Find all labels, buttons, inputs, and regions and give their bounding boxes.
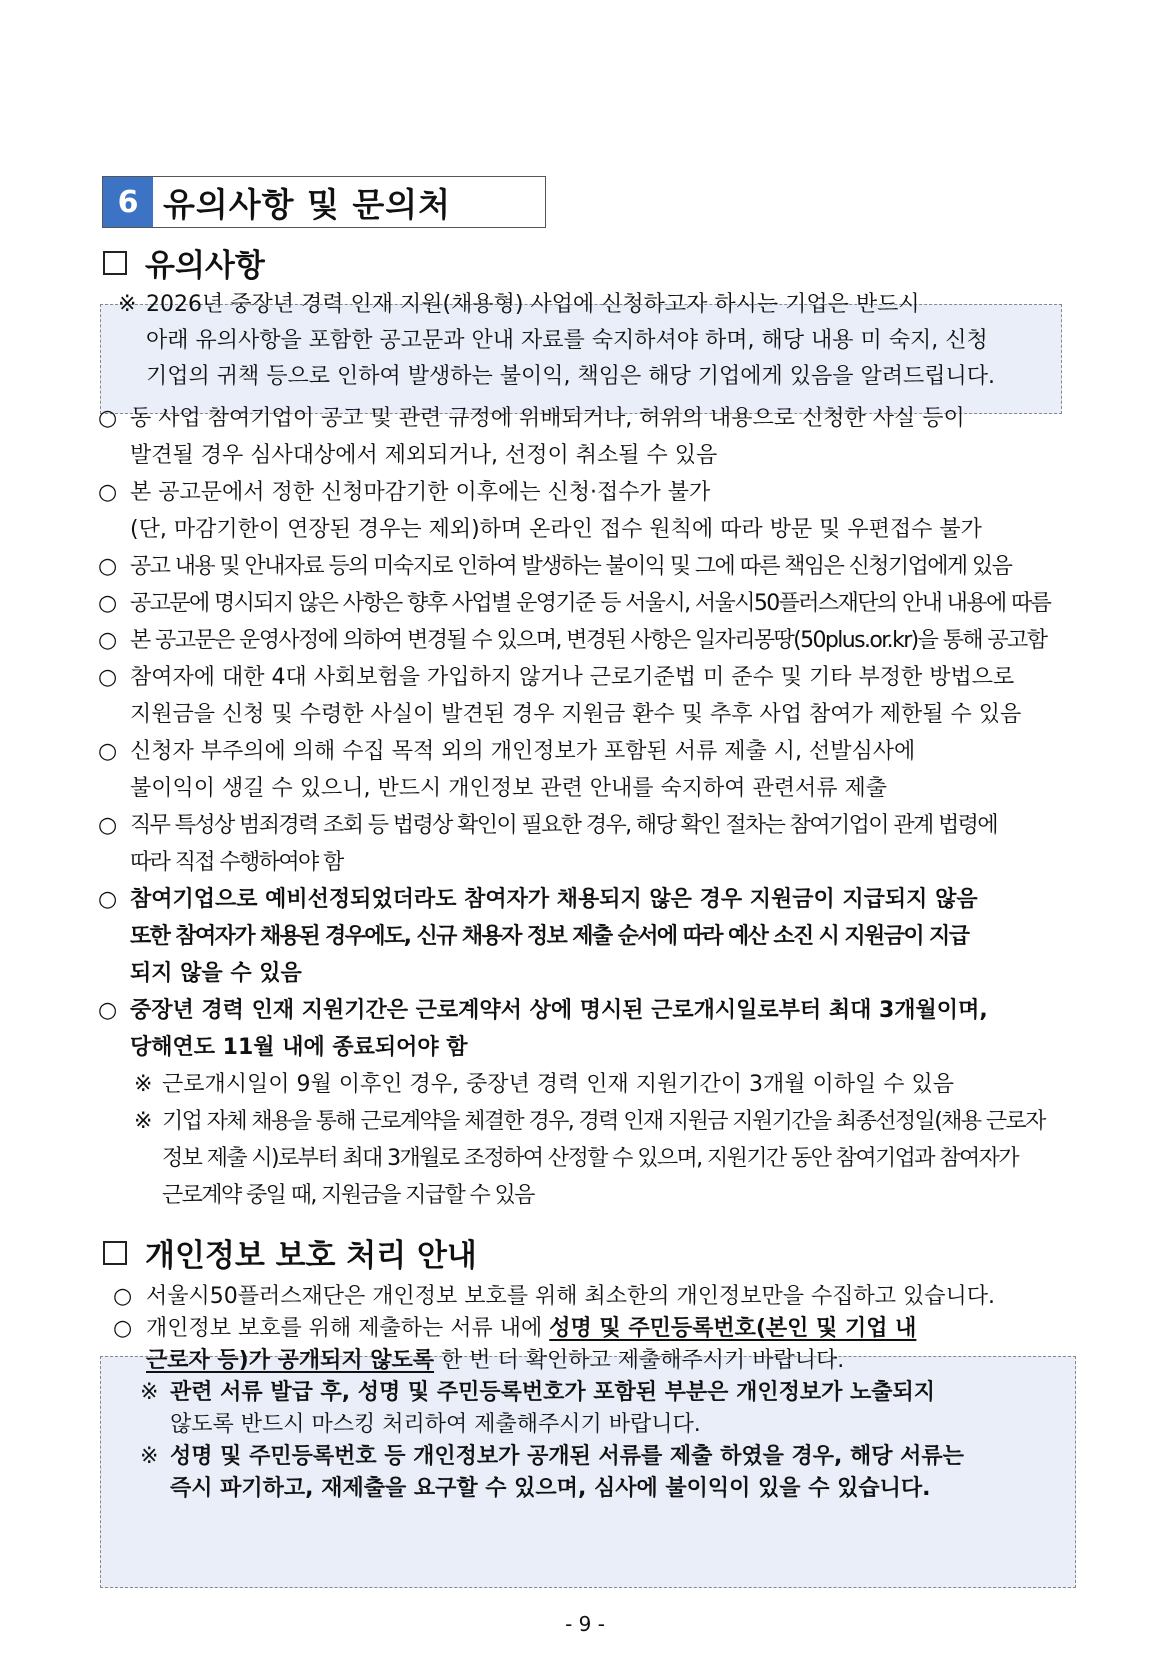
subnote-line: 근로개시일이 9월 이후인 경우, 중장년 경력 인재 지원기간이 3개월 이하일 수 있음 (162, 1072, 954, 1097)
subnote-line: 근로계약 중일 때, 지원금을 지급할 수 있음 (162, 1183, 534, 1208)
section-number: 6 (103, 177, 153, 227)
privacy-emphasis: 근로자 등)가 공개되지 않도록 (146, 1348, 435, 1373)
bullet-icon: ○ (98, 887, 118, 912)
bullet-icon: ○ (98, 406, 118, 431)
privacy-note-symbol: ※ (140, 1444, 159, 1469)
section-title: 유의사항 및 문의처 (163, 184, 452, 224)
bullet-icon: ○ (113, 1284, 133, 1309)
bullet-icon: ○ (113, 1316, 133, 1341)
privacy-line (146, 1348, 844, 1374)
subnote-line: 정보 제출 시)로부터 최대 3개월로 조정하여 산정할 수 있으며, 지원기간 동안 참여기업과 참여자가 (162, 1146, 1018, 1171)
note-item: 따라 직접 수행하여야 함 (130, 850, 343, 875)
note-item: 공고문에 명시되지 않은 사항은 향후 사업별 운영기준 등 서울시, 서울시50플러스재단의 안내 내용에 따름 (130, 591, 1051, 616)
bullet-icon: ○ (98, 554, 118, 579)
notice-box (100, 304, 1062, 414)
bullet-icon: ○ (98, 998, 118, 1023)
note-item: 본 공고문은 운영사정에 의하여 변경될 수 있으며, 변경된 사항은 일자리몽땅(50plus.or.kr)을 통해 공고함 (130, 628, 1047, 653)
note-item: 직무 특성상 범죄경력 조회 등 법령상 확인이 필요한 경우, 해당 확인 절차는 참여기업이 관계 법령에 (130, 813, 997, 838)
page-number: - 9 - (565, 1612, 605, 1636)
note-item: 신청자 부주의에 의해 수집 목적 외의 개인정보가 포함된 서류 제출 시, 선발심사에 (130, 739, 916, 764)
note-item: 지원금을 신청 및 수령한 사실이 발견된 경우 지원금 환수 및 추후 사업 참여가 제한될 수 있음 (130, 702, 1022, 727)
bullet-icon: ○ (98, 813, 118, 838)
subnote-line: 기업 자체 채용을 통해 근로계약을 체결한 경우, 경력 인재 지원금 지원기간을 최종선정일(채용 근로자 (162, 1109, 1045, 1134)
privacy-note-symbol: ※ (140, 1380, 159, 1405)
privacy-emphasis: 성명 및 주민등록번호(본인 및 기업 내 (549, 1316, 917, 1341)
privacy-line: 서울시50플러스재단은 개인정보 보호를 위해 최소한의 개인정보만을 수집하고 있습니다. (146, 1284, 996, 1309)
bullet-icon: ○ (98, 628, 118, 653)
bullet-icon: ○ (98, 739, 118, 764)
note-item: 불이익이 생길 수 있으니, 반드시 개인정보 관련 안내를 숙지하여 관련서류 제출 (130, 776, 887, 801)
bullet-icon: ○ (98, 665, 118, 690)
checkbox-square-icon (103, 251, 127, 275)
subnote-symbol: ※ (134, 1109, 153, 1134)
note-item: 당해연도 11월 내에 종료되어야 함 (130, 1035, 468, 1060)
notes-heading-text: 유의사항 (145, 248, 265, 284)
note-item: 되지 않을 수 있음 (130, 961, 302, 986)
privacy-heading-text: 개인정보 보호 처리 안내 (145, 1238, 477, 1274)
notes-heading (103, 240, 265, 285)
notice-line: 아래 유의사항을 포함한 공고문과 안내 자료를 숙지하셔야 하며, 해당 내용 미 숙지, 신청 (146, 328, 988, 353)
note-item: 참여기업으로 예비선정되었더라도 참여자가 채용되지 않은 경우 지원금이 지급되지 않음 (130, 887, 978, 912)
note-item: 발견될 경우 심사대상에서 제외되거나, 선정이 취소될 수 있음 (130, 443, 718, 468)
note-item: 중장년 경력 인재 지원기간은 근로계약서 상에 명시된 근로개시일로부터 최대 3개월이며, (130, 998, 988, 1023)
note-item: 참여자에 대한 4대 사회보험을 가입하지 않거나 근로기준법 미 준수 및 기타 부정한 방법으로 (130, 665, 1015, 690)
privacy-note: 성명 및 주민등록번호 등 개인정보가 공개된 서류를 제출 하였을 경우, 해당 서류는 (170, 1444, 964, 1469)
checkbox-square-icon (103, 1241, 127, 1265)
privacy-note: 즉시 파기하고, 재제출을 요구할 수 있으며, 심사에 불이익이 있을 수 있습니다. (170, 1476, 931, 1501)
section-header (102, 176, 546, 228)
note-item: 동 사업 참여기업이 공고 및 관련 규정에 위배되거나, 허위의 내용으로 신청한 사실 등이 (130, 406, 965, 431)
privacy-note: 않도록 반드시 마스킹 처리하여 제출해주시기 바랍니다. (170, 1412, 701, 1437)
note-item: (단, 마감기한이 연장된 경우는 제외)하며 온라인 접수 원칙에 따라 방문 및 우편접수 불가 (130, 517, 982, 542)
privacy-text: 개인정보 보호를 위해 제출하는 서류 내에 (146, 1316, 550, 1341)
note-item: 본 공고문에서 정한 신청마감기한 이후에는 신청·접수가 불가 (130, 480, 711, 505)
note-item: 또한 참여자가 채용된 경우에도, 신규 채용자 정보 제출 순서에 따라 예산 소진 시 지원금이 지급 (130, 924, 969, 949)
notice-line: 기업의 귀책 등으로 인하여 발생하는 불이익, 책임은 해당 기업에게 있음을 알려드립니다. (146, 364, 995, 389)
privacy-note: 관련 서류 발급 후, 성명 및 주민등록번호가 포함된 부분은 개인정보가 노출되지 (170, 1380, 936, 1405)
privacy-text: 한 번 더 확인하고 제출해주시기 바랍니다. (434, 1348, 845, 1373)
bullet-icon: ○ (98, 480, 118, 505)
bullet-icon: ○ (98, 591, 118, 616)
subnote-symbol: ※ (134, 1072, 153, 1097)
notice-line: 2026년 중장년 경력 인재 지원(채용형) 사업에 신청하고자 하시는 기업은 반드시 (146, 292, 920, 317)
note-item: 공고 내용 및 안내자료 등의 미숙지로 인하여 발생하는 불이익 및 그에 따른 책임은 신청기업에게 있음 (130, 554, 1012, 579)
notice-symbol: ※ (118, 292, 137, 317)
privacy-line (146, 1316, 916, 1342)
privacy-heading (103, 1230, 477, 1275)
